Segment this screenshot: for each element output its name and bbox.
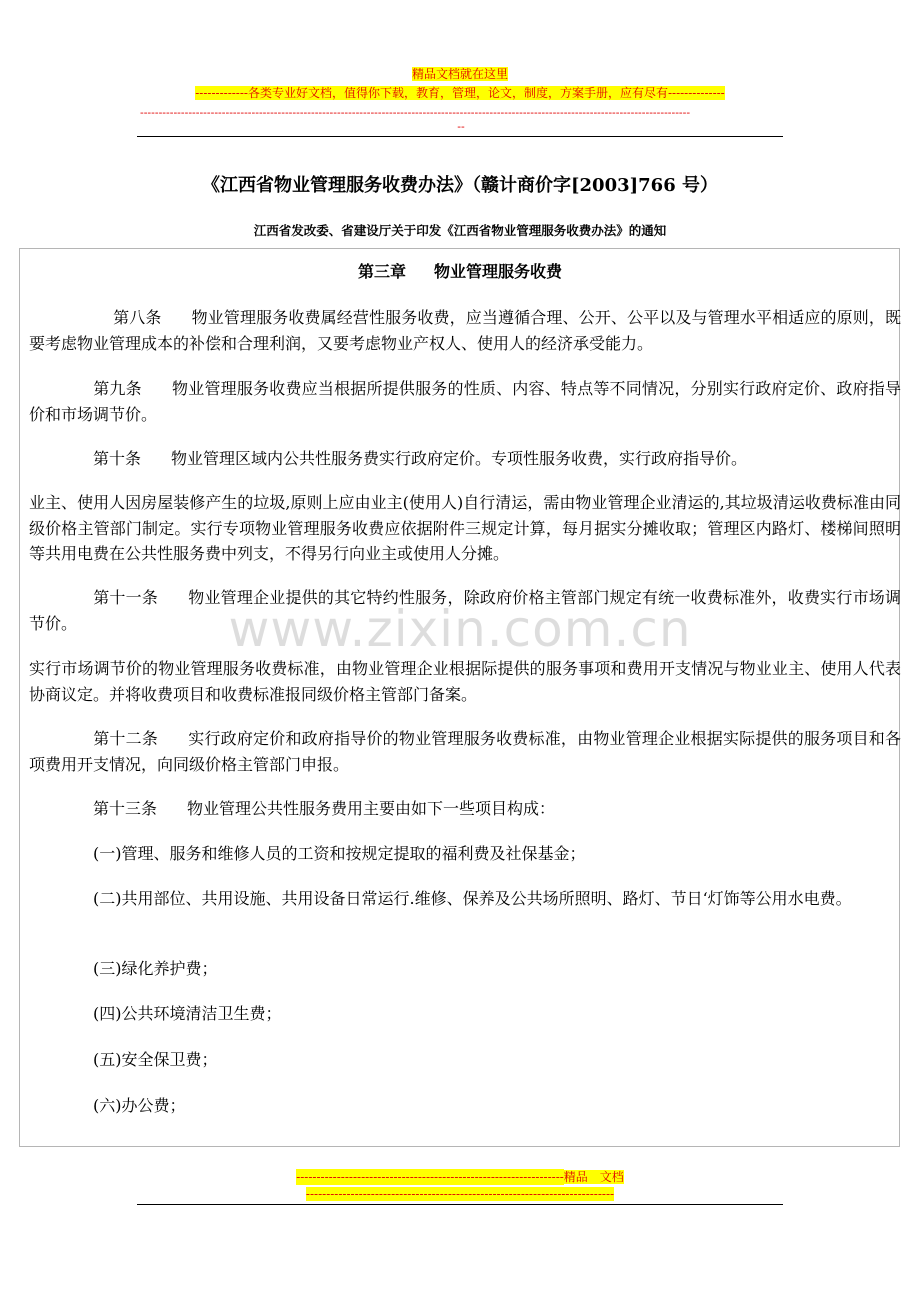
article-13 — [29, 796, 901, 822]
article-text: 物业管理服务收费应当根据所提供服务的性质、内容、特点等不同情况，分别实行政府定价、政府指导价和市场调节价。 — [29, 379, 901, 424]
list-item-3 — [29, 956, 901, 982]
article-label: 第十三条 — [93, 799, 158, 818]
article-label: 第十二条 — [93, 729, 159, 748]
article-text: 物业管理服务收费属经营性服务收费，应当遵循合理、公开、公平以及与管理水平相适应的原则，既要考虑物业管理成本的补偿和合理利润，又要考虑物业产权人、使用人的经济承受能力。 — [29, 308, 901, 353]
footer-dash-left: ------------------------------------------------------------------ — [296, 1170, 564, 1184]
list-item-2 — [29, 886, 901, 912]
list-item-6 — [29, 1093, 901, 1119]
header-top-text: 精品文档就在这里 — [411, 67, 508, 81]
header-top — [0, 66, 920, 82]
header-tagline — [0, 85, 920, 101]
article-text: 物业管理公共性服务费用主要由如下一些项目构成： — [187, 799, 556, 818]
watermark: www.zixin.com.cn — [228, 600, 692, 658]
paragraph-market-price — [29, 656, 901, 707]
article-text: 物业管理区域内公共性服务费实行政府定价。专项性服务收费，实行政府指导价。 — [171, 449, 748, 468]
list-item-text: (三)绿化养护费； — [93, 959, 218, 978]
article-12 — [29, 726, 901, 777]
list-item-text: (一)管理、服务和维修人员的工资和按规定提取的福利费及社保基金； — [93, 844, 586, 863]
article-9 — [29, 376, 901, 427]
document-subtitle: 江西省发改委、省建设厅关于印发《江西省物业管理服务收费办法》的通知 — [253, 223, 667, 238]
article-10 — [29, 446, 901, 472]
article-label: 第九条 — [93, 379, 142, 398]
paragraph-text: 业主、使用人因房屋装修产生的垃圾,原则上应由业主(使用人)自行清运，需由物业管理企业清运的,其垃圾清运收费标准由同级价格主管部门制定。实行专项物业管理服务收费应依据附件三规定计算，每月据实分摊收取；管理区内路灯、楼梯间照明等共用电费在公共性服务费中列支，不得另行向业主或使用人分摊。 — [29, 493, 901, 563]
article-label: 第十条 — [93, 449, 142, 468]
header-dash-line-1: ---------------------------------------------------------------------------------------------------------------------------------------------------- — [140, 106, 691, 119]
header-dash-line-2: -- — [457, 120, 465, 133]
document-title: 《江西省物业管理服务收费办法》（赣计商价字[2003]766 号） — [202, 175, 718, 196]
header-divider — [137, 136, 783, 137]
list-item-text: (六)办公费； — [93, 1096, 186, 1115]
article-8 — [29, 305, 901, 356]
list-item-1 — [29, 841, 901, 867]
footer-line — [0, 1169, 920, 1185]
article-text: 物业管理企业提供的其它特约性服务，除政府价格主管部门规定有统一收费标准外，收费实行市场调节价。 — [29, 588, 901, 633]
footer-dash-line — [0, 1186, 920, 1202]
footer-dash-text: ---------------------------------------------------------------------------- — [305, 1187, 615, 1201]
list-item-text: (五)安全保卫费； — [93, 1050, 218, 1069]
chapter-title: 物业管理服务收费 — [434, 262, 563, 281]
header-tagline-text: -------------各类专业好文档，值得你下载，教育，管理，论文，制度，方案手册，应有尽有-------------- — [195, 86, 725, 100]
list-item-text: (二)共用部位、共用设施、共用设备日常运行.维修、保养及公共场所照明、路灯、节日‘灯饰等公用水电费。 — [93, 889, 852, 908]
chapter-number: 第三章 — [357, 262, 406, 281]
footer-text: 精品 文档 — [563, 1170, 624, 1184]
paragraph-renovation-waste — [29, 490, 901, 567]
article-label: 第十一条 — [93, 588, 159, 607]
paragraph-text: 实行市场调节价的物业管理服务收费标准，由物业管理企业根据际提供的服务事项和费用开支情况与物业业主、使用人代表协商议定。并将收费项目和收费标准报同级价格主管部门备案。 — [29, 659, 901, 704]
article-text: 实行政府定价和政府指导价的物业管理服务收费标准，由物业管理企业根据实际提供的服务项目和各项费用开支情况，向同级价格主管部门申报。 — [29, 729, 901, 774]
footer-divider — [137, 1204, 783, 1205]
chapter-heading — [0, 260, 920, 284]
list-item-5 — [29, 1047, 901, 1073]
article-label: 第八条 — [113, 308, 162, 327]
list-item-4 — [29, 1001, 901, 1027]
list-item-text: (四)公共环境清洁卫生费； — [93, 1004, 282, 1023]
